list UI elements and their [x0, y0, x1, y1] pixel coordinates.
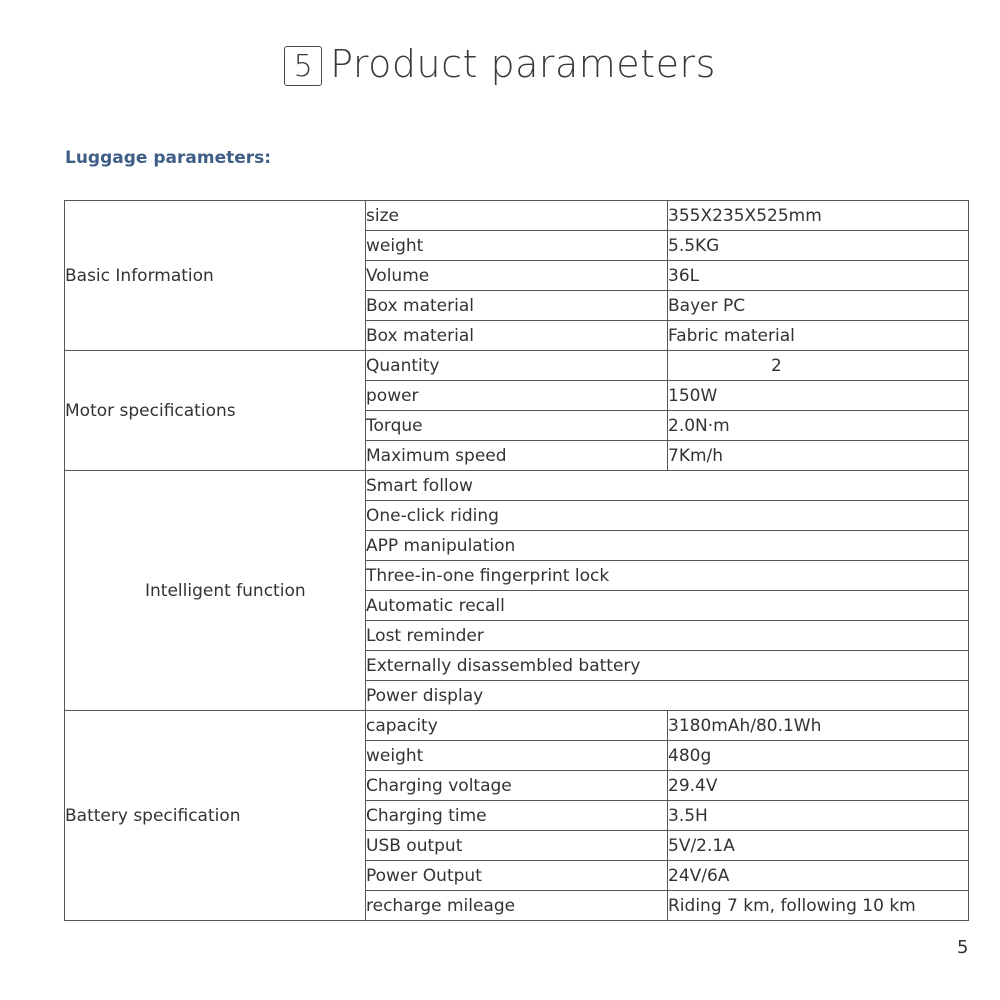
param-value: 29.4V [668, 771, 969, 801]
param-value: 7Km/h [668, 441, 969, 471]
param-key: Torque [366, 411, 668, 441]
section-number-box: 5 [284, 46, 322, 86]
feature-item: Smart follow [366, 471, 969, 501]
param-key: Box material [366, 291, 668, 321]
param-key: Charging voltage [366, 771, 668, 801]
page-title: Product parameters [330, 42, 716, 86]
param-value: 355X235X525mm [668, 201, 969, 231]
group-label-motor: Motor specifications [65, 351, 366, 471]
param-key: capacity [366, 711, 668, 741]
param-value: 2 [668, 351, 969, 381]
param-value: Fabric material [668, 321, 969, 351]
param-value: 3180mAh/80.1Wh [668, 711, 969, 741]
param-value: Bayer PC [668, 291, 969, 321]
param-value: 5V/2.1A [668, 831, 969, 861]
param-key: USB output [366, 831, 668, 861]
feature-item: Lost reminder [366, 621, 969, 651]
param-key: weight [366, 741, 668, 771]
param-key: power [366, 381, 668, 411]
param-value: 2.0N·m [668, 411, 969, 441]
group-label-battery: Battery specification [65, 711, 366, 921]
param-key: Quantity [366, 351, 668, 381]
param-value: 5.5KG [668, 231, 969, 261]
group-label-intelligent: Intelligent function [65, 471, 366, 711]
table-row [65, 711, 969, 741]
feature-item: APP manipulation [366, 531, 969, 561]
page-header [0, 42, 1000, 86]
param-value: 480g [668, 741, 969, 771]
param-value: 24V/6A [668, 861, 969, 891]
param-key: weight [366, 231, 668, 261]
param-key: Charging time [366, 801, 668, 831]
param-value: 150W [668, 381, 969, 411]
feature-item: One-click riding [366, 501, 969, 531]
parameters-table [64, 200, 969, 921]
table-row [65, 471, 969, 501]
param-value: Riding 7 km, following 10 km [668, 891, 969, 921]
param-key: Maximum speed [366, 441, 668, 471]
table-row [65, 351, 969, 381]
param-value: 36L [668, 261, 969, 291]
param-key: Power Output [366, 861, 668, 891]
param-key: recharge mileage [366, 891, 668, 921]
feature-item: Three-in-one fingerprint lock [366, 561, 969, 591]
group-label-basic: Basic Information [65, 201, 366, 351]
feature-item: Automatic recall [366, 591, 969, 621]
table-row [65, 201, 969, 231]
page-number: 5 [957, 937, 969, 958]
param-key: size [366, 201, 668, 231]
param-value: 3.5H [668, 801, 969, 831]
feature-item: Externally disassembled battery [366, 651, 969, 681]
param-key: Box material [366, 321, 668, 351]
feature-item: Power display [366, 681, 969, 711]
param-key: Volume [366, 261, 668, 291]
section-heading: Luggage parameters: [65, 148, 272, 168]
